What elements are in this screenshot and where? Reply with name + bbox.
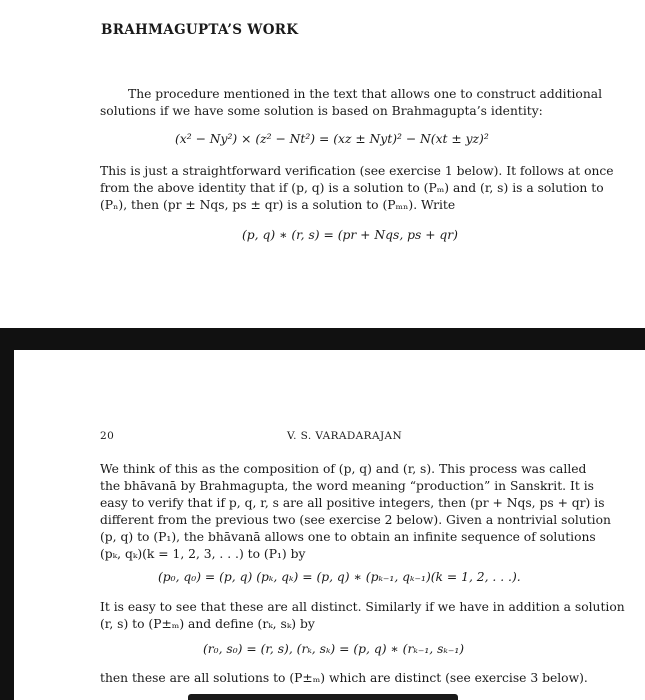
paragraph-line: different from the previous two (see exercise 2 below). Given a nontrivial solution [100,513,611,527]
composition-equation: (p, q) ∗ (r, s) = (pr + Nqs, ps + qr) [242,228,458,242]
verification-line: from the above identity that if (p, q) is a solution to (Pₘ) and (r, s) is a solution to [100,181,604,195]
page-number: 20 [100,430,115,442]
closing-paragraph [100,670,586,687]
home-indicator[interactable] [188,694,458,700]
running-head: V. S. VARADARAJAN [287,430,403,442]
identity-equation: (x² − Ny²) × (z² − Nt²) = (xz ± Nyt)² − N(xt ± yz)² [175,132,489,146]
paragraph-line: the bhāvanā by Brahmagupta, the word meaning “production” in Sanskrit. It is [100,479,594,493]
page-top [0,0,645,328]
verification-line: This is just a straightforward verification (see exercise 1 below). It follows at once [100,164,614,178]
verification-line: (Pₙ), then (pr ± Nqs, ps ± qr) is a solution to (Pₘₙ). Write [100,198,456,212]
intro-paragraph [100,86,603,120]
intro-line: solutions if we have some solution is based on Brahmagupta’s identity: [100,104,543,118]
sequence-equation: (p₀, q₀) = (p, q) (pₖ, qₖ) = (p, q) ∗ (pₖ₋₁, qₖ₋₁)(k = 1, 2, . . .). [158,570,521,584]
section-heading: BRAHMAGUPTA’S WORK [101,22,299,38]
composition-paragraph [100,461,611,563]
paragraph-line: (r, s) to (P±ₘ) and define (rₖ, sₖ) by [100,617,315,631]
left-edge-shadow [0,350,14,700]
paragraph-line: We think of this as the composition of (p, q) and (r, s). This process was called [100,462,587,476]
page-bottom [0,350,645,700]
paragraph-line: It is easy to see that these are all distinct. Similarly if we have in addition a solution [100,600,625,614]
paragraph-line: (pₖ, qₖ)(k = 1, 2, 3, . . .) to (P₁) by [100,547,306,561]
paragraph-line: (p, q) to (P₁), the bhāvanā allows one to obtain an infinite sequence of solutions [100,530,596,544]
intro-line: The procedure mentioned in the text that allows one to construct additional [128,87,603,101]
paragraph-line: easy to verify that if p, q, r, s are all positive integers, then (pr + Nqs, ps + qr) is [100,496,605,510]
paragraph-line: then these are all solutions to (P±ₘ) which are distinct (see exercise 3 below). [100,671,588,685]
verification-paragraph [100,163,614,214]
rs-equation: (r₀, s₀) = (r, s), (rₖ, sₖ) = (p, q) ∗ (rₖ₋₁, sₖ₋₁) [203,642,465,656]
page-divider [0,328,645,350]
distinct-paragraph [100,599,625,633]
